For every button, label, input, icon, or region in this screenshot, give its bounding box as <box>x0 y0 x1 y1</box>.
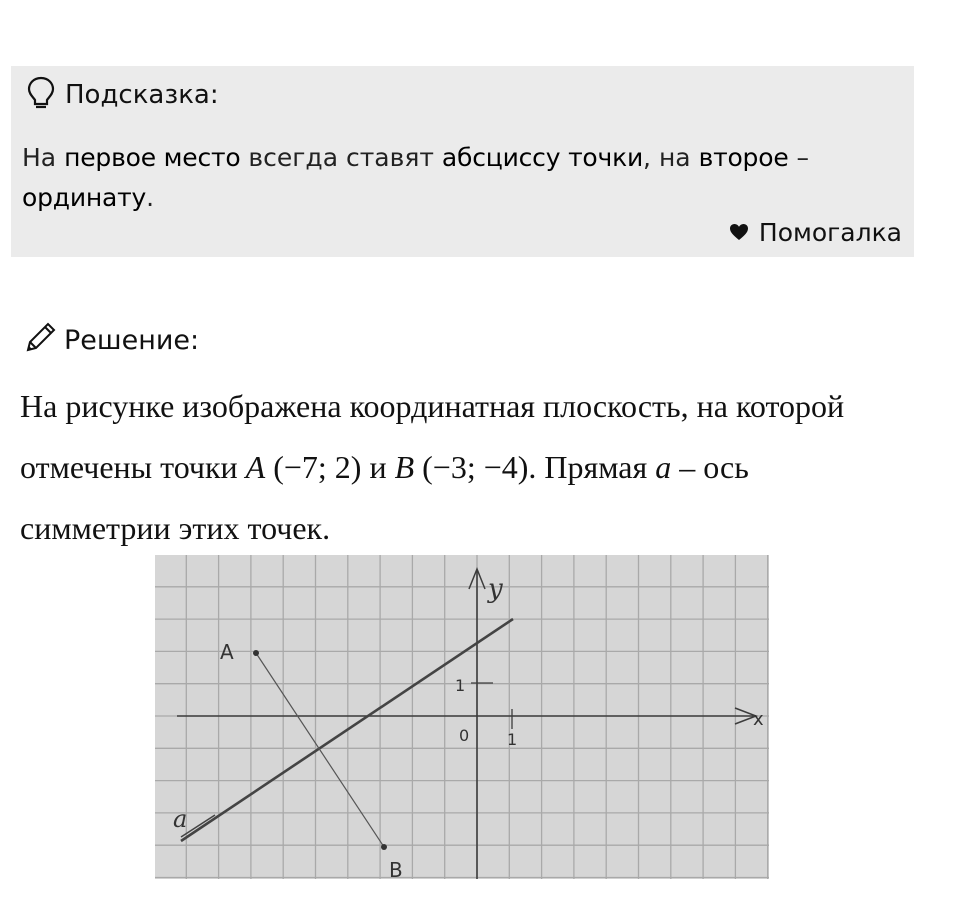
solution-title: Решение: <box>64 324 200 356</box>
point-b-coords: (−3; −4) <box>414 449 529 485</box>
pencil-icon <box>22 320 58 360</box>
solution-text <box>20 376 920 559</box>
solution-line: – ось <box>671 449 749 485</box>
point-a-figure-label: A <box>220 640 234 664</box>
hint-bold-ordinate: ординату <box>22 183 147 212</box>
line-a-label: a <box>655 449 672 485</box>
point-b <box>381 844 387 850</box>
hint-footer[interactable] <box>729 218 902 247</box>
x-axis-label: x <box>753 709 764 730</box>
coordinate-plane-svg <box>155 555 769 879</box>
hint-bold-second: второе <box>698 143 789 172</box>
solution-line: . Прямая <box>528 449 656 485</box>
point-a-label: A <box>245 449 266 485</box>
point-a-coords: (−7; 2) <box>265 449 362 485</box>
line-a-figure-label: a <box>173 805 188 833</box>
hint-bold-abscissa: абсциссу точки <box>441 143 644 172</box>
coordinate-plane-photo <box>155 555 769 879</box>
solution-header <box>22 320 199 360</box>
hint-bold-first-place: первое место <box>64 143 241 172</box>
y-unit-label: 1 <box>455 676 466 695</box>
hint-text <box>22 138 902 218</box>
solution-line: отмечены точки <box>20 449 246 485</box>
hint-text-part: – <box>788 143 809 172</box>
paper-background <box>155 555 769 879</box>
point-a <box>253 650 259 656</box>
solution-line: симметрии этих точек. <box>20 510 331 546</box>
heart-icon <box>729 218 749 247</box>
solution-line: и <box>361 449 395 485</box>
helper-link[interactable]: Помогалка <box>758 218 902 247</box>
point-b-figure-label: B <box>389 858 403 879</box>
hint-title: Подсказка: <box>65 80 219 110</box>
hint-text-part: На <box>22 143 65 172</box>
hint-text-part: всегда ставят <box>240 143 442 172</box>
hint-text-part: . <box>146 183 155 212</box>
hint-header <box>27 76 219 114</box>
hint-box <box>11 66 914 257</box>
origin-label: 0 <box>459 726 470 745</box>
x-unit-label: 1 <box>507 730 518 749</box>
point-b-label: B <box>394 449 415 485</box>
y-axis-label: y <box>488 574 503 604</box>
hint-text-part: , на <box>643 143 699 172</box>
solution-line: На рисунке изображена координатная плоскость, на которой <box>20 388 845 424</box>
lightbulb-icon <box>27 76 55 114</box>
